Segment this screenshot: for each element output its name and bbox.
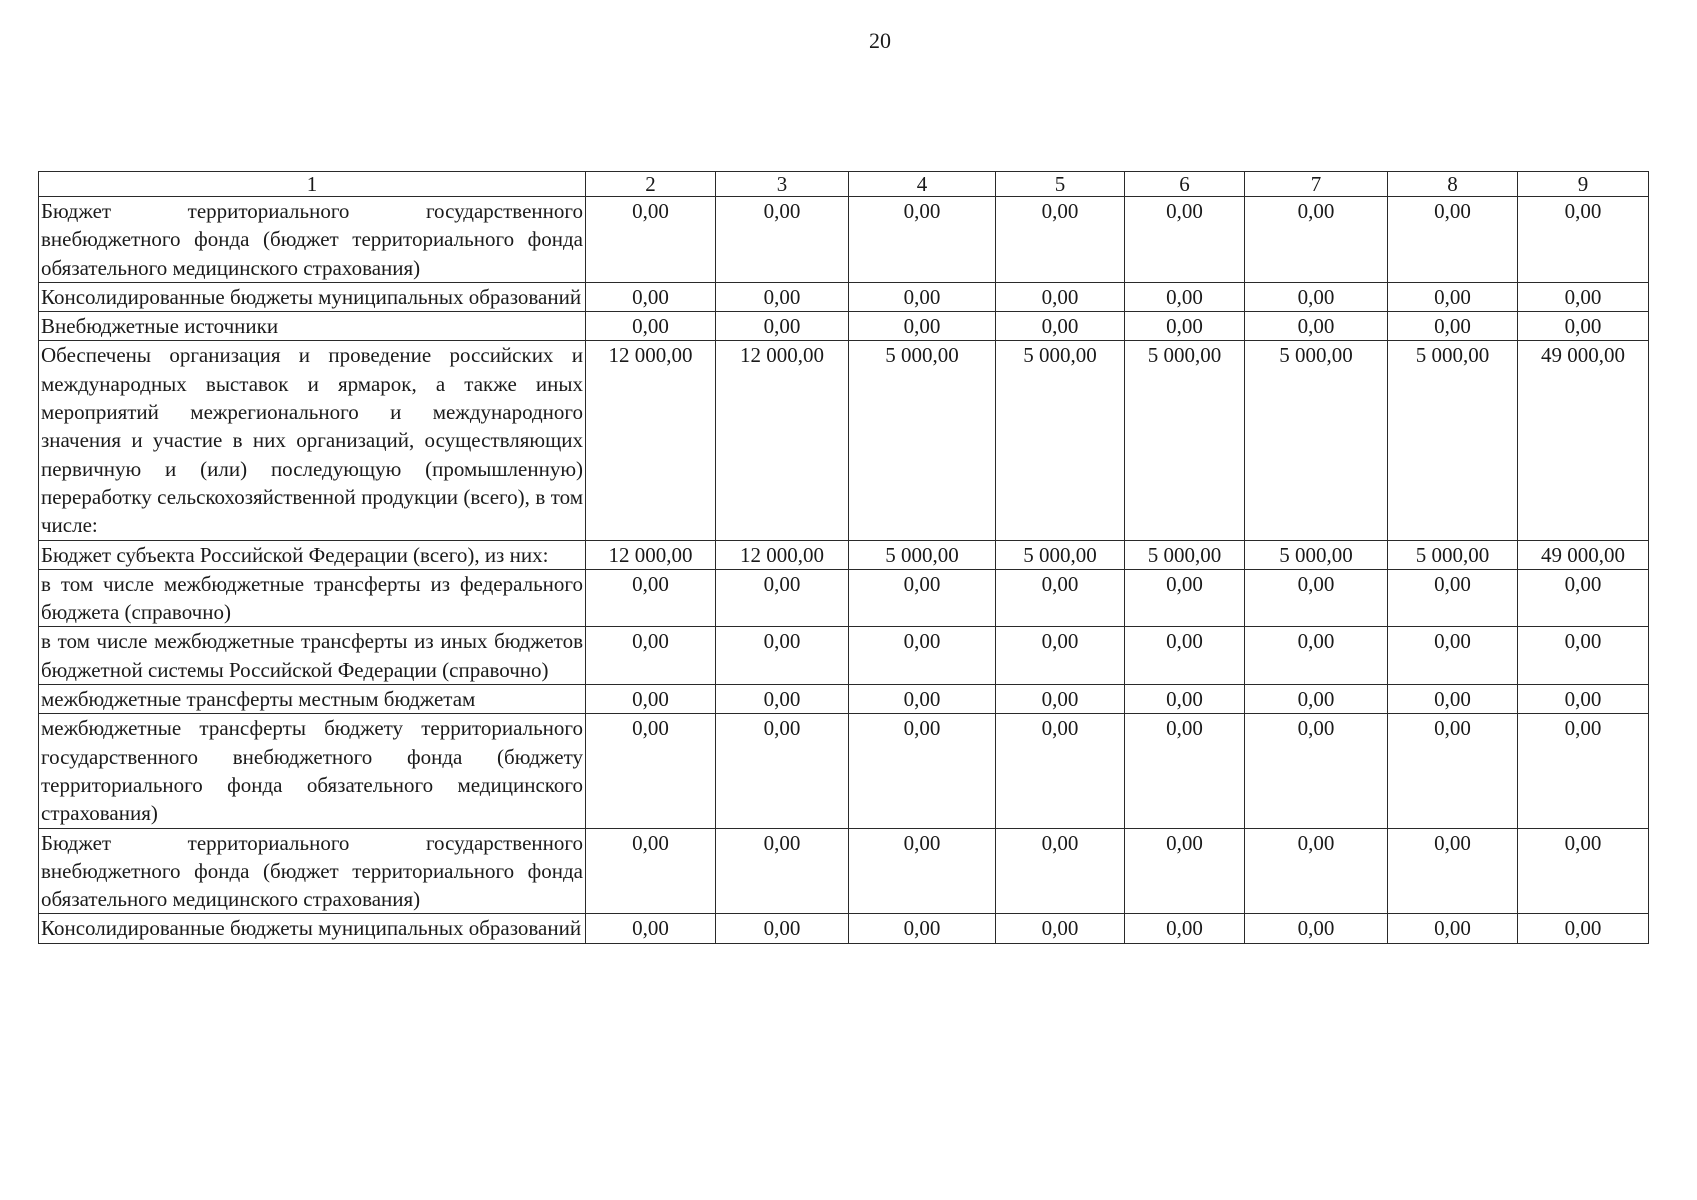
table-row bbox=[39, 627, 1649, 685]
table-row bbox=[39, 282, 1649, 311]
value-cell: 0,00 bbox=[1518, 197, 1649, 283]
budget-table bbox=[38, 171, 1649, 944]
value-cell: 0,00 bbox=[1245, 569, 1388, 627]
value-cell: 0,00 bbox=[996, 569, 1125, 627]
value-cell: 0,00 bbox=[1388, 312, 1518, 341]
value-cell: 0,00 bbox=[716, 828, 849, 914]
value-cell: 0,00 bbox=[1245, 714, 1388, 828]
value-cell: 0,00 bbox=[996, 714, 1125, 828]
page-number: 20 bbox=[869, 28, 891, 53]
value-cell: 0,00 bbox=[996, 282, 1125, 311]
value-cell: 0,00 bbox=[716, 627, 849, 685]
value-cell: 5 000,00 bbox=[849, 341, 996, 540]
value-cell: 0,00 bbox=[586, 282, 716, 311]
value-cell: 5 000,00 bbox=[849, 540, 996, 569]
value-cell: 5 000,00 bbox=[1388, 540, 1518, 569]
value-cell: 0,00 bbox=[586, 714, 716, 828]
value-cell: 0,00 bbox=[1125, 197, 1245, 283]
table-row bbox=[39, 569, 1649, 627]
value-cell: 0,00 bbox=[1518, 627, 1649, 685]
value-cell: 0,00 bbox=[1518, 714, 1649, 828]
row-label: Консолидированные бюджеты муниципальных образований bbox=[39, 914, 586, 943]
value-cell: 0,00 bbox=[1125, 914, 1245, 943]
value-cell: 0,00 bbox=[1388, 627, 1518, 685]
value-cell: 5 000,00 bbox=[1125, 341, 1245, 540]
value-cell: 0,00 bbox=[1125, 569, 1245, 627]
value-cell: 0,00 bbox=[1518, 914, 1649, 943]
value-cell: 0,00 bbox=[849, 282, 996, 311]
row-label: межбюджетные трансферты местным бюджетам bbox=[39, 685, 586, 714]
table-row bbox=[39, 914, 1649, 943]
value-cell: 0,00 bbox=[586, 569, 716, 627]
value-cell: 0,00 bbox=[1125, 828, 1245, 914]
value-cell: 12 000,00 bbox=[716, 341, 849, 540]
value-cell: 0,00 bbox=[1518, 828, 1649, 914]
column-number: 8 bbox=[1388, 172, 1518, 197]
value-cell: 0,00 bbox=[996, 627, 1125, 685]
value-cell: 0,00 bbox=[1125, 282, 1245, 311]
value-cell: 0,00 bbox=[849, 685, 996, 714]
table-row bbox=[39, 714, 1649, 828]
value-cell: 0,00 bbox=[996, 914, 1125, 943]
value-cell: 0,00 bbox=[849, 569, 996, 627]
value-cell: 0,00 bbox=[1388, 714, 1518, 828]
value-cell: 0,00 bbox=[1245, 828, 1388, 914]
value-cell: 0,00 bbox=[716, 312, 849, 341]
value-cell: 0,00 bbox=[586, 685, 716, 714]
value-cell: 0,00 bbox=[1388, 685, 1518, 714]
table-body bbox=[39, 172, 1649, 944]
value-cell: 0,00 bbox=[1388, 914, 1518, 943]
value-cell: 5 000,00 bbox=[996, 540, 1125, 569]
value-cell: 0,00 bbox=[1388, 282, 1518, 311]
table-row bbox=[39, 540, 1649, 569]
value-cell: 0,00 bbox=[1125, 685, 1245, 714]
column-number: 5 bbox=[996, 172, 1125, 197]
row-label: в том числе межбюджетные трансферты из иных бюджетов бюджетной системы Российской Федерации (справочно) bbox=[39, 627, 586, 685]
value-cell: 0,00 bbox=[716, 569, 849, 627]
value-cell: 5 000,00 bbox=[1388, 341, 1518, 540]
column-number: 1 bbox=[39, 172, 586, 197]
value-cell: 0,00 bbox=[1125, 312, 1245, 341]
value-cell: 0,00 bbox=[586, 627, 716, 685]
row-label: Внебюджетные источники bbox=[39, 312, 586, 341]
value-cell: 0,00 bbox=[1245, 627, 1388, 685]
value-cell: 0,00 bbox=[996, 197, 1125, 283]
value-cell: 0,00 bbox=[1245, 282, 1388, 311]
table-row bbox=[39, 685, 1649, 714]
value-cell: 0,00 bbox=[716, 685, 849, 714]
value-cell: 0,00 bbox=[716, 282, 849, 311]
row-label: Бюджет субъекта Российской Федерации (всего), из них: bbox=[39, 540, 586, 569]
column-number: 9 bbox=[1518, 172, 1649, 197]
column-number: 4 bbox=[849, 172, 996, 197]
value-cell: 0,00 bbox=[996, 828, 1125, 914]
value-cell: 0,00 bbox=[716, 197, 849, 283]
value-cell: 0,00 bbox=[586, 828, 716, 914]
value-cell: 0,00 bbox=[996, 685, 1125, 714]
value-cell: 0,00 bbox=[586, 197, 716, 283]
value-cell: 0,00 bbox=[1518, 569, 1649, 627]
value-cell: 0,00 bbox=[716, 714, 849, 828]
value-cell: 0,00 bbox=[1245, 685, 1388, 714]
value-cell: 0,00 bbox=[1518, 312, 1649, 341]
table-row bbox=[39, 312, 1649, 341]
value-cell: 5 000,00 bbox=[1245, 341, 1388, 540]
column-number: 7 bbox=[1245, 172, 1388, 197]
value-cell: 0,00 bbox=[849, 914, 996, 943]
value-cell: 0,00 bbox=[996, 312, 1125, 341]
value-cell: 0,00 bbox=[1388, 569, 1518, 627]
value-cell: 12 000,00 bbox=[586, 341, 716, 540]
table-row bbox=[39, 197, 1649, 283]
value-cell: 0,00 bbox=[849, 197, 996, 283]
row-label: межбюджетные трансферты бюджету территориального государственного внебюджетного фонда (бюджету территориального фонда обязательного медицинского страхования) bbox=[39, 714, 586, 828]
value-cell: 49 000,00 bbox=[1518, 540, 1649, 569]
value-cell: 0,00 bbox=[1245, 312, 1388, 341]
value-cell: 0,00 bbox=[1125, 627, 1245, 685]
value-cell: 0,00 bbox=[716, 914, 849, 943]
row-label: Консолидированные бюджеты муниципальных образований bbox=[39, 282, 586, 311]
value-cell: 5 000,00 bbox=[996, 341, 1125, 540]
value-cell: 5 000,00 bbox=[1245, 540, 1388, 569]
value-cell: 0,00 bbox=[586, 312, 716, 341]
row-label: в том числе межбюджетные трансферты из федерального бюджета (справочно) bbox=[39, 569, 586, 627]
value-cell: 5 000,00 bbox=[1125, 540, 1245, 569]
column-number: 2 bbox=[586, 172, 716, 197]
value-cell: 0,00 bbox=[849, 714, 996, 828]
row-label: Бюджет территориального государственного внебюджетного фонда (бюджет территориального фонда обязательного медицинского страхования) bbox=[39, 197, 586, 283]
value-cell: 49 000,00 bbox=[1518, 341, 1649, 540]
table-row bbox=[39, 828, 1649, 914]
value-cell: 0,00 bbox=[1388, 197, 1518, 283]
value-cell: 0,00 bbox=[1518, 685, 1649, 714]
table-row bbox=[39, 341, 1649, 540]
value-cell: 0,00 bbox=[1125, 714, 1245, 828]
row-label: Обеспечены организация и проведение российских и международных выставок и ярмарок, а также иных мероприятий межрегионального и международного значения и участие в них организаций, осуществляющих первичную и (или) последующую (промышленную) переработку сельскохозяйственной продукции (всего), в том числе: bbox=[39, 341, 586, 540]
value-cell: 0,00 bbox=[1388, 828, 1518, 914]
value-cell: 0,00 bbox=[1245, 197, 1388, 283]
column-number-row bbox=[39, 172, 1649, 197]
column-number: 3 bbox=[716, 172, 849, 197]
column-number: 6 bbox=[1125, 172, 1245, 197]
value-cell: 12 000,00 bbox=[586, 540, 716, 569]
value-cell: 0,00 bbox=[1518, 282, 1649, 311]
value-cell: 0,00 bbox=[586, 914, 716, 943]
value-cell: 12 000,00 bbox=[716, 540, 849, 569]
value-cell: 0,00 bbox=[1245, 914, 1388, 943]
row-label: Бюджет территориального государственного внебюджетного фонда (бюджет территориального фонда обязательного медицинского страхования) bbox=[39, 828, 586, 914]
value-cell: 0,00 bbox=[849, 627, 996, 685]
value-cell: 0,00 bbox=[849, 312, 996, 341]
value-cell: 0,00 bbox=[849, 828, 996, 914]
